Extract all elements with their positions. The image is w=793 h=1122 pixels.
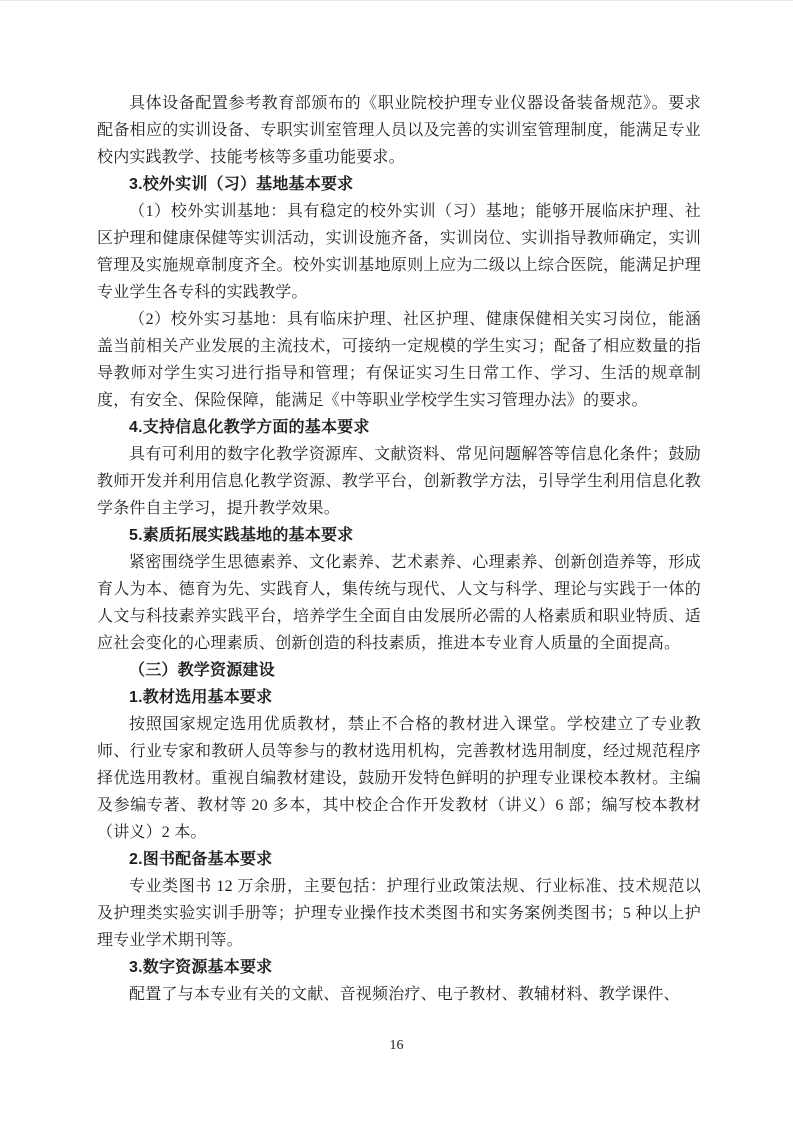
paragraph: 配置了与本专业有关的文献、音视频治疗、电子教材、教辅材料、教学课件、 (129, 986, 680, 1003)
paragraph: 紧密围绕学生思德素养、文化素养、艺术素养、心理素养、创新创造养等，形成育人为本、德育为先、实践育人，集传统与现代、人文与科学、理论与实践于一体的人文与科技素养实践平台，培养学生全面自由发展所必需的人格素质和职业特质、适应社会变化的心理素质、创新创造的科技素质，推进本专业育人质量的全面提高。 (97, 554, 701, 652)
section-heading: 3.校外实训（习）基地基本要求 (129, 176, 354, 193)
page-number: 16 (389, 1038, 404, 1053)
section-heading: （三）教学资源建设 (129, 662, 275, 679)
section-heading: 3.数字资源基本要求 (129, 959, 273, 976)
paragraph: 具有可利用的数字化教学资源库、文献资料、常见问题解答等信息化条件；鼓励教师开发并利用信息化教学资源、教学平台，创新教学方法，引导学生利用信息化教学条件自主学习，提升教学效果。 (97, 446, 701, 517)
paragraph: 具体设备配置参考教育部颁布的《职业院校护理专业仪器设备装备规范》。要求配备相应的实训设备、专职实训室管理人员以及完善的实训室管理制度，能满足专业校内实践教学、技能考核等多重功能要求。 (97, 95, 701, 166)
section-heading: 2.图书配备基本要求 (129, 851, 273, 868)
section-heading: 4.支持信息化教学方面的基本要求 (129, 419, 370, 436)
paragraph: （2）校外实习基地：具有临床护理、社区护理、健康保健相关实习岗位，能涵盖当前相关产业发展的主流技术，可接纳一定规模的学生实习；配备了相应数量的指导教师对学生实习进行指导和管理；有保证实习生日常工作、学习、生活的规章制度，有安全、保险保障，能满足《中等职业学校学生实习管理办法》的要求。 (97, 311, 701, 409)
document-body (97, 90, 701, 1008)
section-heading: 5.素质拓展实践基地的基本要求 (129, 527, 354, 544)
paragraph: 专业类图书 12 万余册，主要包括：护理行业政策法规、行业标准、技术规范以及护理类实验实训手册等；护理专业操作技术类图书和实务案例类图书；5 种以上护理专业学术期刊等。 (97, 878, 701, 949)
section-heading: 1.教材选用基本要求 (129, 689, 273, 706)
paragraph: （1）校外实训基地：具有稳定的校外实训（习）基地；能够开展临床护理、社区护理和健康保健等实训活动，实训设施齐备，实训岗位、实训指导教师确定，实训管理及实施规章制度齐全。校外实训基地原则上应为二级以上综合医院，能满足护理专业学生各专科的实践教学。 (97, 203, 701, 301)
paragraph: 按照国家规定选用优质教材，禁止不合格的教材进入课堂。学校建立了专业教师、行业专家和教研人员等参与的教材选用机构，完善教材选用制度，经过规范程序择优选用教材。重视自编教材建设，鼓励开发特色鲜明的护理专业课校本教材。主编及参编专著、教材等 20 多本，其中校企合作开发教材（讲义）6 部；编写校本教材（讲义）2 本。 (97, 716, 701, 841)
